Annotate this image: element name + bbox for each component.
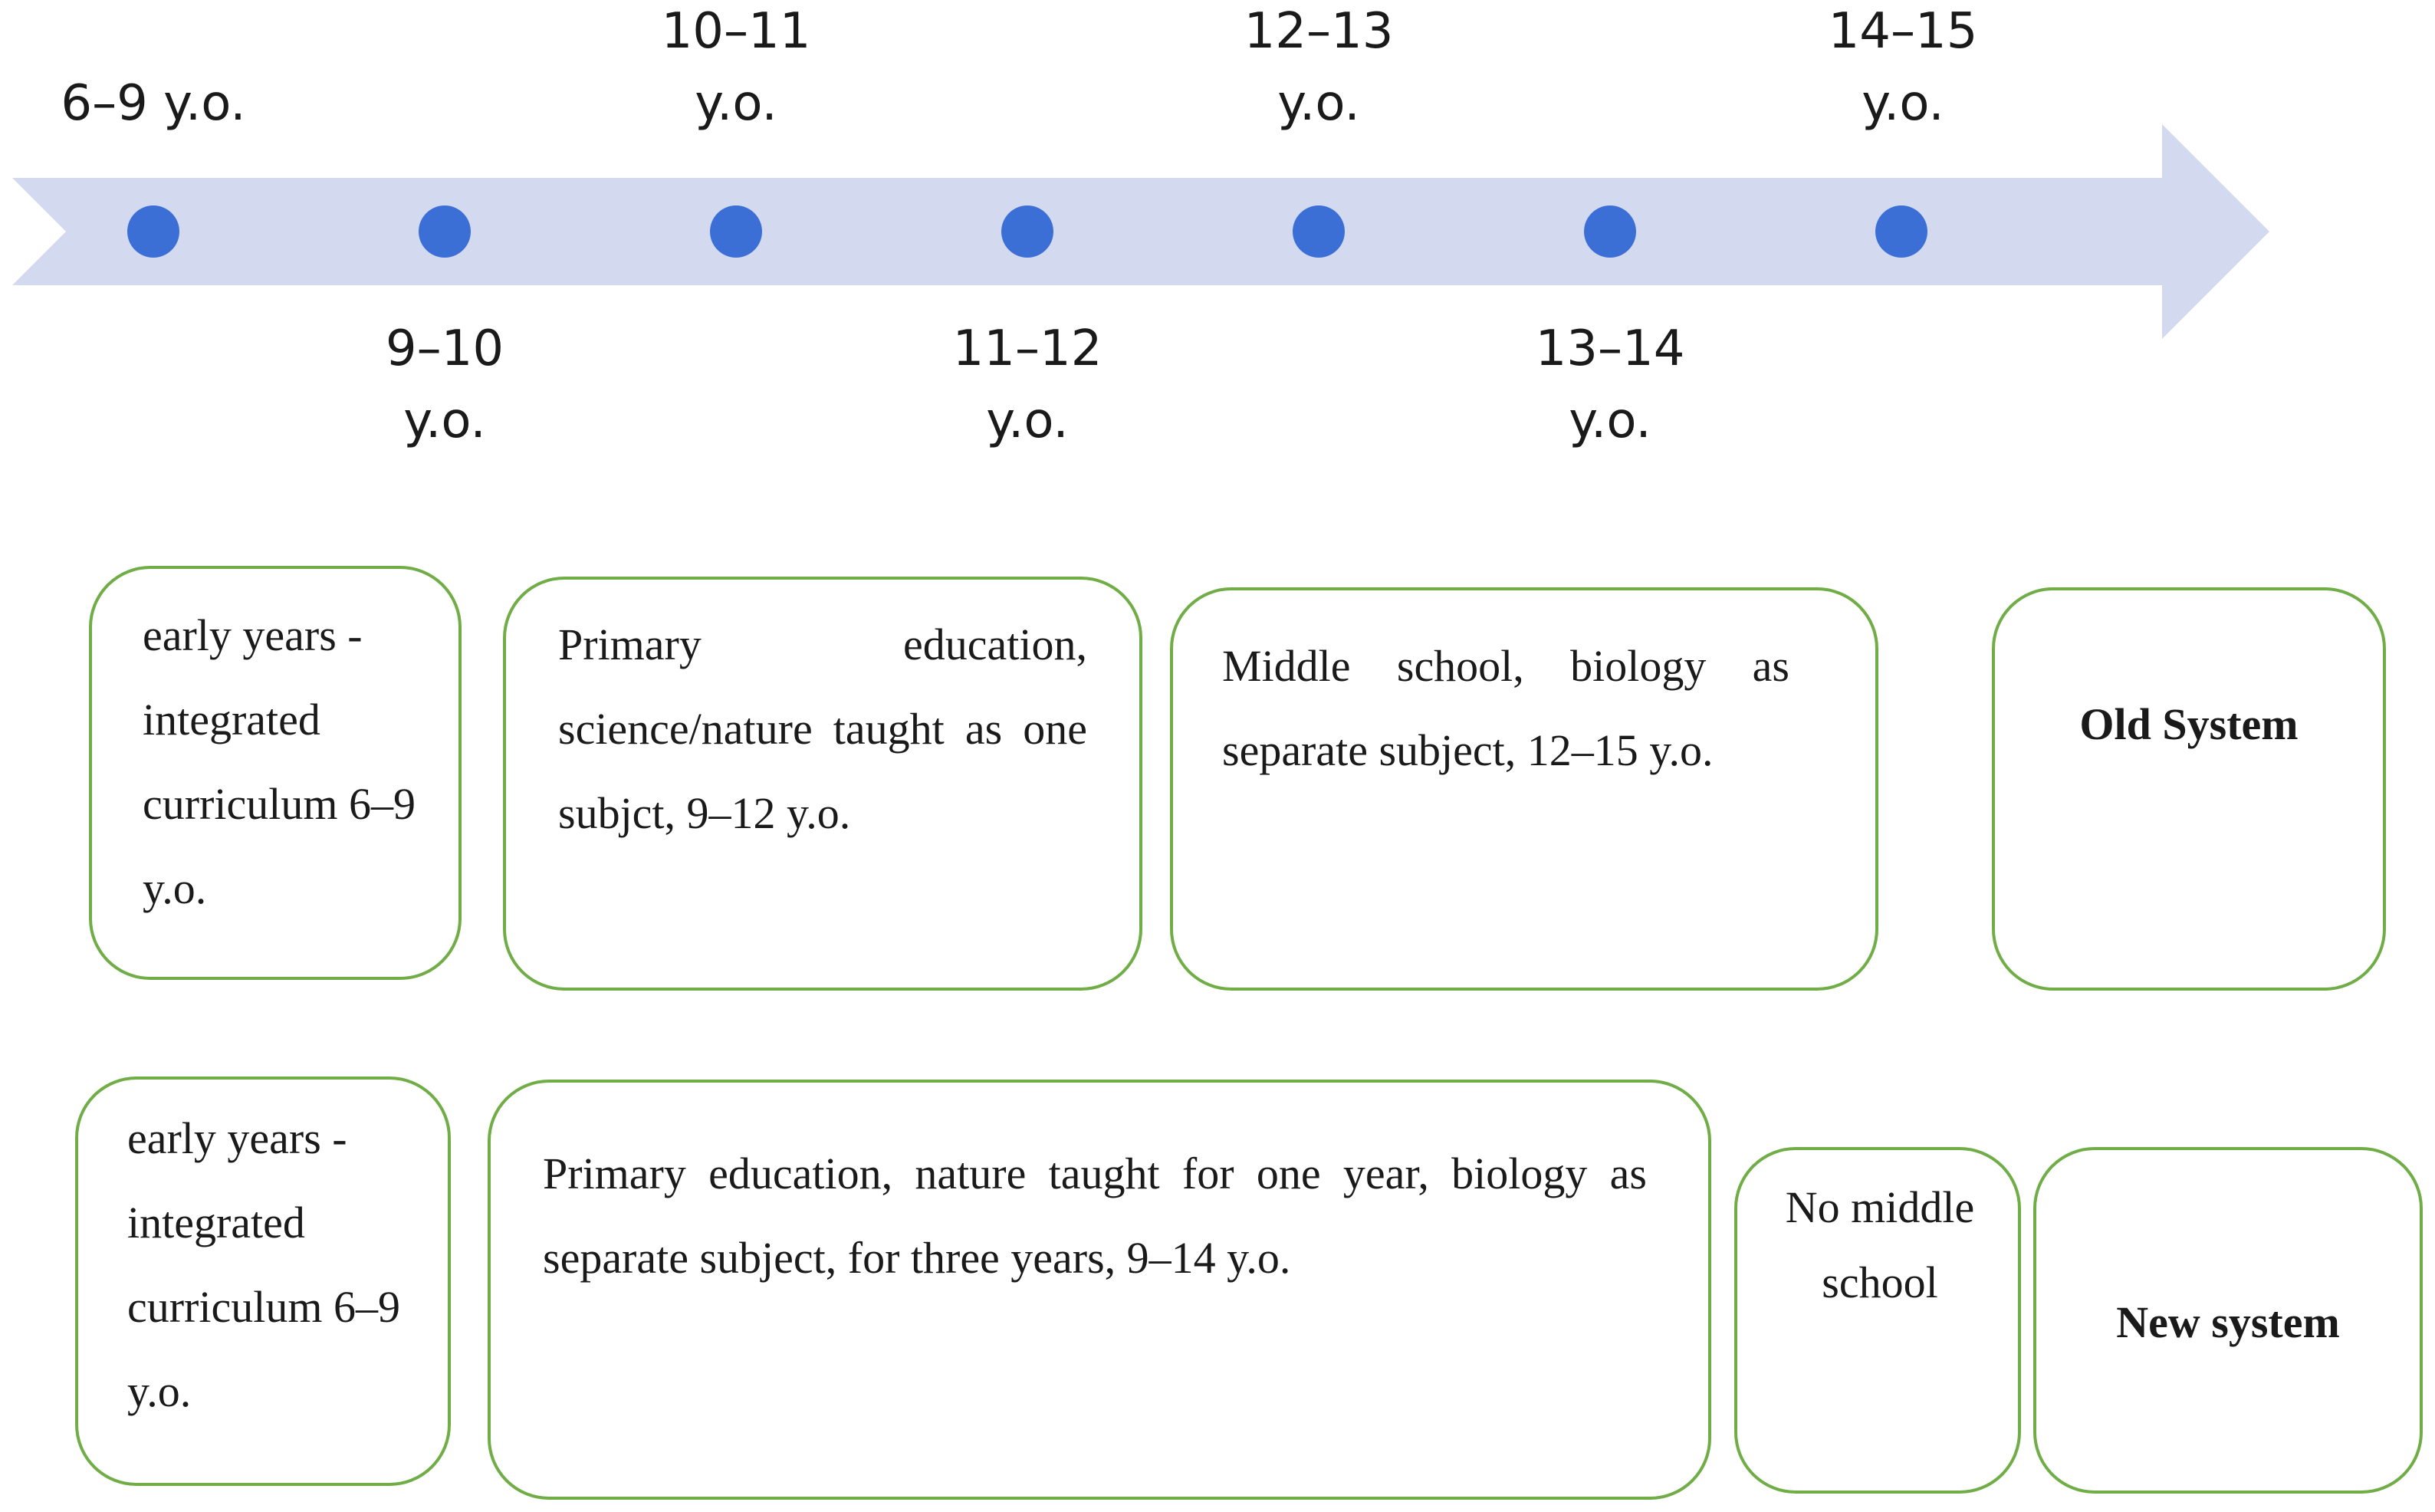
age-label-14-15 [1780,0,2026,140]
new-primary-box [488,1080,1711,1500]
old-middle-text: Middle school, biology as separate subject, 12–15 y.o. [1222,641,1789,775]
old-primary-text: Primary education, science/nature taught as one subjct, 9–12 y.o. [558,620,1087,838]
timeline-arrow [12,124,2269,339]
timeline-dot [1001,205,1053,258]
age-label-line1: 6–9 y.o. [61,75,246,132]
old-middle-box [1170,587,1878,991]
old-early-years-box [89,566,462,980]
new-early-years-text: early years - integrated curriculum 6–9 y.o. [127,1113,400,1416]
age-label-13-14 [1487,313,1733,457]
age-label-6-9 [31,67,276,140]
age-label-line1: 13–14 [1535,320,1685,377]
age-label-line2: y.o. [1569,393,1651,449]
timeline-dot [1293,205,1345,258]
old-system-label: Old System [2079,699,2299,749]
age-label-11-12 [905,313,1150,457]
timeline-dot [1875,205,1927,258]
age-label-line2: y.o. [1277,75,1360,132]
age-label-line1: 11–12 [952,320,1102,377]
age-label-line1: 10–11 [661,3,811,60]
new-middle-box [1734,1147,2021,1494]
timeline-dot [710,205,762,258]
age-label-line2: y.o. [1862,75,1944,132]
age-label-10-11 [613,0,859,140]
age-label-line1: 12–13 [1244,3,1394,60]
age-label-line2: y.o. [695,75,777,132]
old-system-label-box [1992,587,2386,991]
timeline-dot [127,205,179,258]
old-early-years-text: early years - integrated curriculum 6–9 y.o. [143,610,416,913]
new-system-label-box [2033,1147,2423,1494]
age-label-12-13 [1196,0,1441,140]
age-label-line2: y.o. [986,393,1069,449]
timeline-dot [1584,205,1636,258]
age-label-line1: 9–10 [385,320,504,377]
old-primary-box [503,577,1142,991]
timeline-dot [419,205,471,258]
new-primary-text: Primary education, nature taught for one year, biology as separate subject, for three years, 9–14 y.o. [543,1149,1647,1283]
new-middle-text: No middle school [1785,1182,1975,1307]
age-label-9-10 [322,313,567,457]
new-early-years-box [75,1076,451,1486]
age-label-line1: 14–15 [1828,3,1978,60]
age-label-line2: y.o. [403,393,486,449]
new-system-label: New system [2116,1297,2340,1347]
